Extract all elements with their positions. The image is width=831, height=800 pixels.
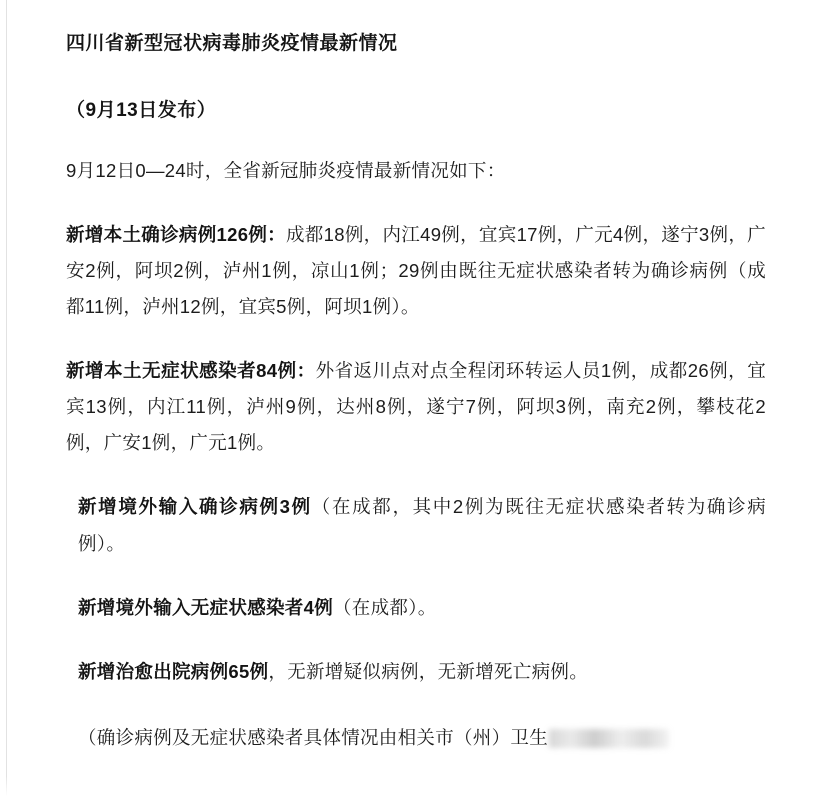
page-left-rule: [6, 0, 7, 800]
page-bottom-fade: [0, 776, 831, 800]
section-discharged-body: ，无新增疑似病例，无新增死亡病例。: [268, 660, 588, 682]
section-local-asymptomatic-body: 外省返川点对点全程闭环转运人员1例，成都26例，宜宾13例，内江11例，泸州9例，达州8例，遂宁7例，阿坝3例，南充2例，攀枝花2例，广安1例，广元1例。: [66, 360, 767, 454]
section-discharged: [66, 654, 766, 690]
publish-date-subtitle: （9月13日发布）: [66, 99, 217, 121]
redacted-blur-block: [549, 729, 669, 748]
section-local-confirmed-body: 成都18例，内江49例，宜宾17例，广元4例，遂宁3例，广安2例，阿坝2例，泸州1例，凉山1例；29例由既往无症状感染者转为确诊病例（成都11例，泸州12例，宜宾5例，阿坝1例）。: [66, 224, 766, 318]
section-local-confirmed-lead: 新增本土确诊病例126例：: [66, 224, 286, 246]
section-local-asymptomatic-lead: 新增本土无症状感染者84例：: [66, 360, 316, 382]
page-title: 四川省新型冠状病毒肺炎疫情最新情况: [66, 33, 398, 54]
section-imported-asymptomatic-lead: 新增境外输入无症状感染者4例: [78, 596, 333, 618]
section-imported-asymptomatic: [66, 590, 766, 626]
footnote-paragraph: [66, 720, 766, 756]
section-local-asymptomatic: [66, 353, 766, 461]
document-content: [66, 0, 766, 756]
intro-paragraph: 9月12日0—24时，全省新冠肺炎疫情最新情况如下：: [66, 160, 506, 181]
section-imported-confirmed-body: （在成都，其中2例为既往无症状感染者转为确诊病例）。: [78, 496, 766, 554]
section-discharged-lead: 新增治愈出院病例65例: [78, 660, 269, 682]
footnote-text: （确诊病例及无症状感染者具体情况由相关市（州）卫生: [78, 726, 549, 748]
section-imported-confirmed: [66, 489, 766, 561]
section-imported-confirmed-lead: 新增境外输入确诊病例3例: [78, 496, 312, 518]
section-imported-asymptomatic-body: （在成都）。: [333, 596, 437, 618]
section-local-confirmed: [66, 217, 766, 325]
